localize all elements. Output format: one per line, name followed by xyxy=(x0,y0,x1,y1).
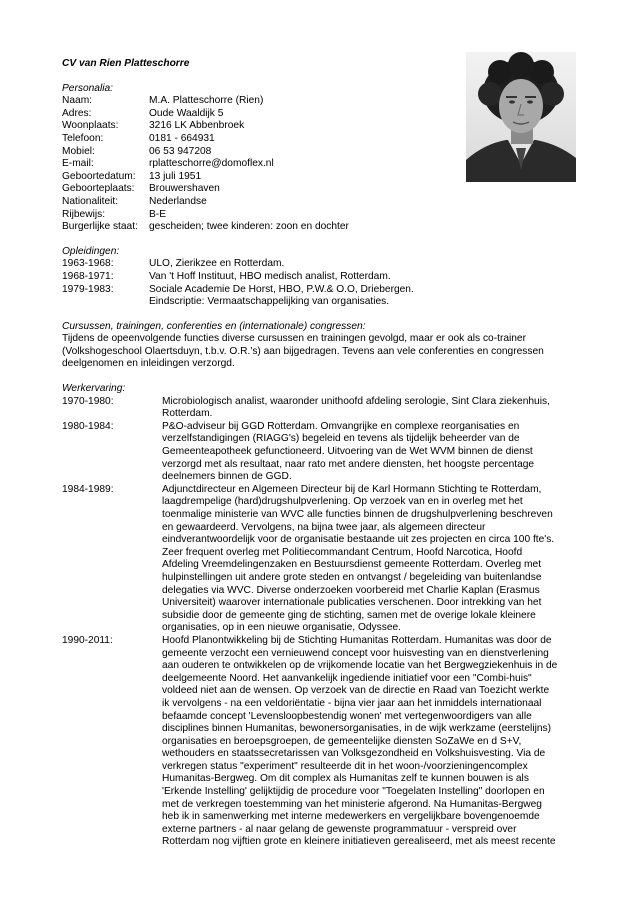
text-line: befaamde concept 'Levensloopbestendig wonen' met vertegenwoordigers van alle xyxy=(162,710,532,722)
row-label: 1963-1968: xyxy=(62,258,114,270)
period-description xyxy=(162,396,584,421)
row-value: M.A. Platteschorre (Rien) xyxy=(149,95,264,107)
period-label: 1970-1980: xyxy=(62,395,114,407)
text-line: ik vervolgens - na een veldoriëntatie - bijna vier jaar aan het inmiddels internationaal xyxy=(162,697,542,709)
text-line: Hoofd Planontwikkeling bij de Stichting Humanitas Rotterdam. Humanitas was door de xyxy=(162,634,552,646)
row-label: 1979-1983: xyxy=(62,283,114,295)
row-label: Rijbewijs: xyxy=(62,208,106,220)
text-line: Adjunctdirecteur en Algemeen Directeur bij de Karl Hormann Stichting te Rotterdam, xyxy=(162,483,542,495)
row-value: 13 juli 1951 xyxy=(149,170,202,182)
personalia-row xyxy=(62,120,584,133)
text-line: deelgemeente Noord. Het aanvankelijk ingediende initiatief voor een "Combi-huis" xyxy=(162,672,532,684)
row-label: Geboortedatum: xyxy=(62,170,136,182)
werkervaring-heading: Werkervaring: xyxy=(62,383,126,395)
period-label: 1990-2011: xyxy=(62,634,113,646)
row-value: gescheiden; twee kinderen: zoon en dochter xyxy=(149,221,349,233)
opleiding-extra: Eindscriptie: Vermaatschappelijking van organisaties. xyxy=(149,296,390,308)
opleiding-row xyxy=(62,271,584,284)
personalia-row xyxy=(62,146,584,159)
row-value: Nederlandse xyxy=(149,195,207,207)
row-value: ULO, Zierikzee en Rotterdam. xyxy=(149,258,285,270)
personalia-row xyxy=(62,196,584,209)
text-line: Microbiologisch analist, waaronder unithoofd afdeling serologie, Sint Clara ziekenhuis, xyxy=(162,395,550,407)
email-value[interactable]: rplatteschorre@domoflex.nl xyxy=(149,158,274,170)
opleidingen-heading: Opleidingen: xyxy=(62,245,120,257)
personalia-row xyxy=(62,95,584,108)
period-description xyxy=(162,421,584,484)
period-description xyxy=(162,635,584,849)
text-line: wethouders en staatssecretarissen van Volksgezondheid en Volkshuisvesting. Via de xyxy=(162,748,546,760)
werkervaring-entry xyxy=(62,396,584,421)
row-label: Mobiel: xyxy=(62,145,95,157)
werkervaring-entry xyxy=(62,484,584,635)
row-label: Telefoon: xyxy=(62,132,104,144)
personalia-row xyxy=(62,209,584,222)
text-line: P&O-adviseur bij GGD Rotterdam. Omvangrijke en complexe reorganisaties en xyxy=(162,420,520,432)
row-label: 1968-1971: xyxy=(62,270,114,282)
text-line: verzorgd met als resultaat, naar rato met andere diensten, het hoogste percentage xyxy=(162,458,535,470)
text-line: disciplines binnen Humanitas, bewonersorganisaties, in de wijk werkzame (eerstelijns) xyxy=(162,723,552,735)
cursussen-text xyxy=(62,333,584,371)
row-value: Brouwershaven xyxy=(149,183,220,195)
werkervaring-list xyxy=(62,396,584,849)
text-line: en gewaardeerd. Vervolgens, na bijna twee jaar, als algemeen directeur xyxy=(162,521,486,533)
text-line: deelgenomen en inleidingen verzorgd. xyxy=(62,358,235,370)
text-line: Zeer frequent overleg met Politiecommandant Centrum, Hoofd Narcotica, Hoofd xyxy=(162,546,523,558)
period-description xyxy=(162,484,584,635)
row-label: Adres: xyxy=(62,107,92,119)
werkervaring-entry xyxy=(62,635,584,849)
text-line: Afdeling Vreemdelingenzaken en Bestuursdienst gemeente Rotterdam. Overleg met xyxy=(162,559,542,571)
row-value: Sociale Academie De Horst, HBO, P.W.& O.O, Driebergen. xyxy=(149,283,414,295)
text-line: Humanitas-Bergweg. Om dit complex als Humanitas zelf te kunnen bouwen is als xyxy=(162,773,529,785)
opleiding-row xyxy=(62,258,584,271)
text-line: met de verkregen toestemming van het ministerie afgerond. Na Humanitas-Bergweg xyxy=(162,798,542,810)
row-label: Burgerlijke staat: xyxy=(62,221,138,233)
personalia-row xyxy=(62,171,584,184)
row-value: 06 53 947208 xyxy=(149,145,212,157)
personalia-row xyxy=(62,158,584,171)
personalia-heading: Personalia: xyxy=(62,82,113,94)
personalia-row xyxy=(62,133,584,146)
row-label: Woonplaats: xyxy=(62,120,119,132)
text-line: subsidie door de gemeente ging de stichting, samen met de overige lokale kleinere xyxy=(162,609,536,621)
cv-title: CV van Rien Platteschorre xyxy=(62,58,190,69)
cursussen-heading: Cursussen, trainingen, conferenties en (internationale) congressen: xyxy=(62,320,366,332)
text-line: laagdrempelige (hard)drugshulpverlening. Op verzoek van en in overleg met het xyxy=(162,496,523,508)
row-value: Oude Waaldijk 5 xyxy=(149,107,224,119)
cv-document xyxy=(62,58,584,849)
text-line: voldeed niet aan de wensen. Op verzoek van de directie en Raad van Toezicht werkte xyxy=(162,685,550,697)
text-line: toenmalige ministerie van WVC alle functies binnen de drugshulpverlening beschreven xyxy=(162,509,553,520)
text-line: verzelfstandigingen (RIAGG's) begeleid en tevens als tijdelijk beheerder van de xyxy=(162,433,520,445)
text-line: eindverantwoordelijk voor de organisatie bestaande uit zes projecten en circa 100 fte's. xyxy=(162,534,555,546)
text-line: Rotterdam nog vijftien grote en kleinere initiatieven gerealiseerd, met als meest recente xyxy=(162,836,556,848)
personalia-row xyxy=(62,183,584,196)
werkervaring-entry xyxy=(62,421,584,484)
text-line: Gemeenteapotheek gefunctioneerd. Uitvoering van de Wet WVM binnen de dienst xyxy=(162,446,533,458)
row-value: 3216 LK Abbenbroek xyxy=(149,120,245,132)
text-line: (Volkshogeschool Olaertsduyn, t.b.v. O.R.'s) aan bijgedragen. Tevens aan vele conferenties en congressen xyxy=(62,345,544,357)
text-line: aan ouderen te ontwikkelen op de vrijkomende locatie van het Bergwegziekenhuis in de xyxy=(162,660,558,672)
text-line: heb ik in samenwerking met interne medewerkers en vergelijkbare bovengenoemde xyxy=(162,811,540,823)
row-value: 0181 - 664931 xyxy=(149,132,215,144)
text-line: verkregen status "experiment" resulteerde dit in het woon-/voorzieningencomplex xyxy=(162,760,528,772)
period-label: 1980-1984: xyxy=(62,420,114,432)
row-label: Geboorteplaats: xyxy=(62,183,135,195)
text-line: gemeente verzocht een vernieuwend concept voor huisvesting van en dienstverlening xyxy=(162,647,549,659)
text-line: organisaties, op in een nieuwe organisatie, Odyssee. xyxy=(162,622,401,634)
text-line: externe partners - al naar gelang de gewenste programmatuur - verspreid over xyxy=(162,823,517,835)
row-label: Nationaliteit: xyxy=(62,195,119,207)
text-line: delegaties via WVC. Diverse onderzoeken voorbereid met Charlie Kaplan (Erasmus xyxy=(162,584,540,596)
period-label: 1984-1989: xyxy=(62,483,114,495)
row-label: E-mail: xyxy=(62,158,94,170)
personalia-row xyxy=(62,108,584,121)
text-line: 'Erkende Instelling' gelijktijdig de procedure voor "Toegelaten Instelling" doorlopen en xyxy=(162,786,545,798)
text-line: Universiteit) waarover internationale publicaties verschenen. Door intrekking van het xyxy=(162,597,542,609)
text-line: hulpinstellingen uit andere grote steden en ontvangst / begeleiding van buitenlandse xyxy=(162,571,542,583)
opleiding-row xyxy=(62,284,584,297)
text-line: deelnemers binnen de GGD. xyxy=(162,471,292,483)
text-line: Rotterdam. xyxy=(162,408,213,420)
row-label: Naam: xyxy=(62,95,93,107)
text-line: organisaties en beroepsgroepen, de gemeentelijke diensten SoZaWe en d S+V, xyxy=(162,735,522,747)
personalia-list xyxy=(62,95,584,234)
row-value: B-E xyxy=(149,208,166,220)
row-value: Van 't Hoff Instituut, HBO medisch analist, Rotterdam. xyxy=(149,270,391,282)
opleidingen-list xyxy=(62,258,584,308)
text-line: Tijdens de opeenvolgende functies diverse cursussen en trainingen gevolgd, maar er ook als co-trainer xyxy=(62,333,526,345)
personalia-row xyxy=(62,221,584,234)
